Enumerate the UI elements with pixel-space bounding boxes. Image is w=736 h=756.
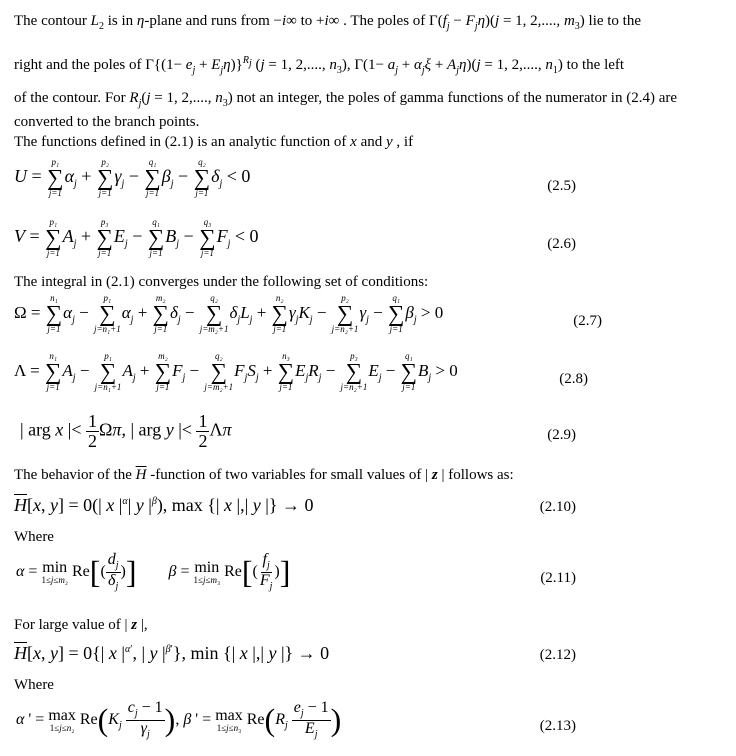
equation-number-2-12: (2.12) [539,647,576,663]
paragraph-line-9: For large value of | z |, [14,617,148,633]
equation-number-2-11: (2.11) [540,570,576,586]
paragraph-line-6: The integral in (2.1) converges under the following set of conditions: [14,274,429,290]
paragraph-line-7: The behavior of the $\overline{H}$ -function of two variables for small values of | z | follows as: [14,467,514,483]
equation-2-7: Ω = n₁ ∑ j=1 $\alpha_j$ − p₁ ∑ j=n₁+1 $\alpha_j$ + m₂ ∑ j=1 $\delta_j$ − q₂ ∑ j=m₂+1 $\delta_jL_j$ + n₂ ∑ j=1 $\gamma_jK_j$ − p₂ ∑ j=n₂+1 $\gamma_j$ − q₁ ∑ j=1 $\beta_j > 0$ [14,293,444,334]
paragraph-line-2: right and the poles of $\Gamma\{(1- e_j + E_j\eta)\}^{R_j}$ (j = 1, 2,...., $n_3$), $\Gamma(1- a_j + \alpha_j\xi + A_j\eta)(j = 1$, 2,...., $n_1$) to the left [14,55,625,76]
equation-2-13: α ' = max 1≤j≤n₂ $Re(K_j$ $\frac{c_j - 1}{\gamma_j}$ ), β ' = max 1≤j≤n₃ $Re(R_j$ $\frac{e_j - 1}{E_j}$ ) [16,699,342,740]
paragraph-line-4: converted to the branch points. [14,114,200,130]
paragraph-line-10: Where [14,677,54,693]
equation-2-6: V = p₁ ∑ j=1 $A_j$ + p₃ ∑ j=1 $E_j$ − q₁ ∑ j=1 $B_j$ − q₃ ∑ j=1 $F_j < 0$ [14,217,259,258]
equation-2-11: α = min 1≤j≤m₂ Re[( $\frac{d_j}{\delta_j}$ )] β = min 1≤j≤m₃ Re[( $\frac{f_j}{F_j}$ )] [16,551,291,592]
paragraph-line-3: of the contour. For $R_j(j = 1$, 2,...., $n_3$) not an integer, the poles of gamma functions of the numerator in (2.4) are [14,90,678,109]
equation-number-2-9: (2.9) [547,427,576,443]
equation-number-2-5: (2.5) [547,178,576,194]
equation-number-2-10: (2.10) [539,499,576,515]
paragraph-line-1: The contour $L_2$ is in η-plane and runs from −i∞ to +i∞ . The poles of $\Gamma(f_j - F_j\eta)(j = 1$, 2,...., $m_3$) lie to the [14,13,642,32]
equation-number-2-6: (2.6) [547,236,576,252]
paragraph-line-5: The functions defined in (2.1) is an analytic function of x and y , if [14,134,414,150]
equation-number-2-8: (2.8) [559,371,588,387]
equation-2-12: $\overline{H}[x$, y] = 0{| x $|^{\alpha'}$, | y $|^{\beta'}$}, min {| x |,| y |} → 0 [14,643,330,663]
paragraph-line-8: Where [14,529,54,545]
equation-2-10: $\overline{H}[x$, y] = 0(| x $|^\alpha|$ y $|^\beta$), max {| x |,| y |} → 0 [14,495,314,515]
equation-2-5: U = p₁ ∑ j=1 $\alpha_j$ + p₂ ∑ j=1 $\gamma_j$ − q₁ ∑ j=1 $\beta_j$ − q₂ ∑ j=1 $\delta_j < 0$ [14,157,251,198]
equation-number-2-7: (2.7) [573,313,602,329]
equation-2-9: | arg x |< $\frac{1}{2}$ Ωπ, | arg y |< $\frac{1}{2}$ Λπ [20,411,232,451]
equation-number-2-13: (2.13) [539,718,576,734]
equation-2-8: Λ = n₁ ∑ j=1 $A_j$ − p₁ ∑ j=n₁+1 $A_j$ + m₂ ∑ j=1 $F_j$ − q₂ ∑ j=m₂+1 $F_jS_j$ + n₃ ∑ j=1 $E_jR_j$ − p₃ ∑ j=n₂+1 $E_j$ − q₁ ∑ j=1 $B_j > 0$ [14,351,458,392]
